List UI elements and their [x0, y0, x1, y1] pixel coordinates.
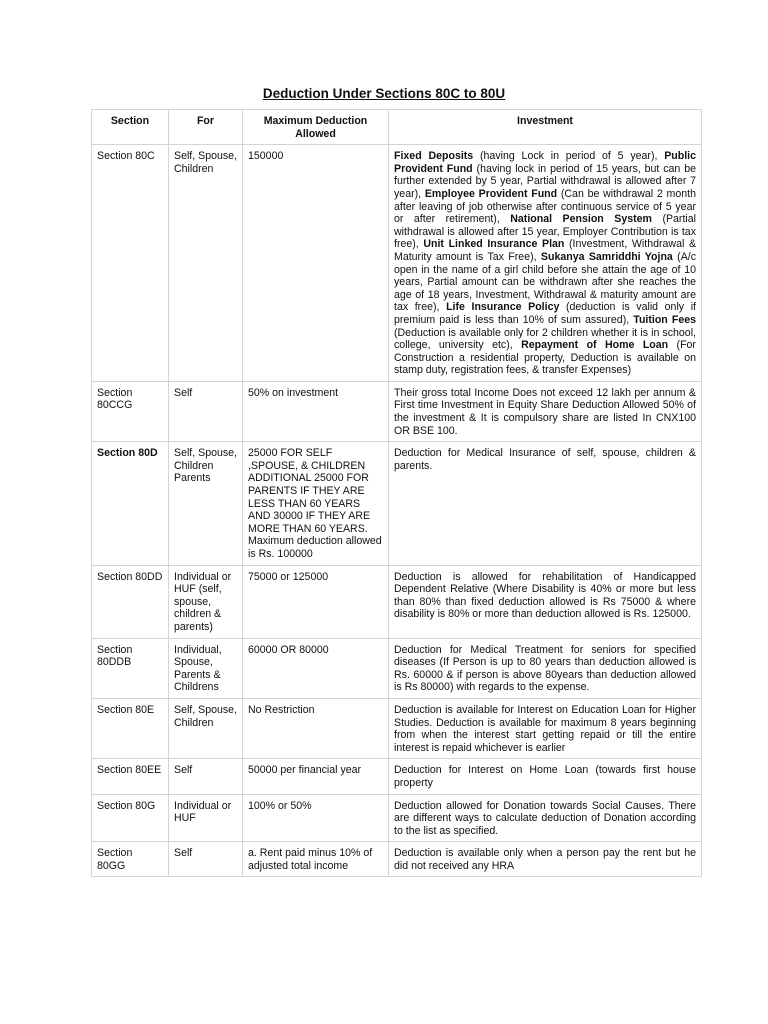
investment-text: (A/c open in the name of a girl child before she attain the age of 10 years, Partial amount can be withdrawn after she reaches the age of 18 years, Investment, Withdrawal & maturity amount are tax free),	[394, 250, 696, 314]
investment-highlight: National Pension System	[510, 213, 652, 226]
cell-section: Section 80DD	[92, 565, 169, 638]
cell-investment	[389, 794, 702, 842]
cell-section: Section 80G	[92, 794, 169, 842]
investment-text: Their gross total Income Does not exceed 12 lakh per annum & First time Investment in Equity Share Deduction Allowed 50% of the investment & It is compulsory share are listed In CNX100 OR BSE 100.	[394, 386, 696, 437]
investment-text: (Investment, Withdrawal & Maturity amount is Tax Free),	[394, 238, 697, 263]
investment-highlight: Unit Linked Insurance Plan	[423, 238, 565, 251]
cell-for: Individual or HUF	[169, 794, 243, 842]
document-title: Deduction Under Sections 80C to 80U	[262, 86, 506, 101]
cell-for: Self, Spouse, Children	[169, 145, 243, 382]
table-header-row	[92, 110, 702, 145]
table-row	[92, 381, 702, 441]
header-section: Section	[92, 110, 169, 145]
cell-max-deduction: 100% or 50%	[243, 794, 389, 842]
investment-highlight: Public Provident Fund	[394, 150, 697, 175]
cell-section: Section 80DDB	[92, 638, 169, 698]
header-max-deduction: Maximum Deduction Allowed	[243, 110, 389, 145]
cell-for: Self, Spouse, Children	[169, 698, 243, 758]
investment-text: Deduction for Interest on Home Loan (towards first house property	[394, 764, 696, 789]
cell-section: Section 80D	[92, 442, 169, 565]
cell-max-deduction: a. Rent paid minus 10% of adjusted total income	[243, 842, 389, 877]
investment-text: Deduction is available for Interest on Education Loan for Higher Studies. Deduction is available for maximum 8 years beginning from when the interest start getting repaid or till the entire interest is repaid whichever is earlier	[394, 703, 696, 754]
cell-max-deduction: 150000	[243, 145, 389, 382]
cell-investment	[389, 381, 702, 441]
cell-investment	[389, 565, 702, 638]
cell-section: Section 80CCG	[92, 381, 169, 441]
investment-text: Deduction for Medical Treatment for seniors for specified diseases (If Person is up to 80 years than deduction allowed is Rs. 60000 & if person is above 80years than deduction allowed is Rs 80000) with regards to the expense.	[394, 643, 696, 694]
investment-text: (For Construction a residential property, Deduction is available on stamp duty, registration fees, & transfer Expenses)	[394, 339, 696, 377]
table-row	[92, 638, 702, 698]
investment-highlight: Employee Provident Fund	[424, 187, 558, 200]
investment-text: Deduction is available only when a person pay the rent but he did not received any HRA	[394, 847, 696, 872]
investment-text: Deduction for Medical Insurance of self, spouse, children & parents.	[394, 447, 696, 472]
investment-highlight: Sukanya Samriddhi Yojna	[540, 250, 673, 263]
investment-highlight: Life Insurance Policy	[446, 301, 560, 314]
cell-for: Individual or HUF (self, spouse, children & parents)	[169, 565, 243, 638]
table-row	[92, 565, 702, 638]
cell-max-deduction: 50000 per financial year	[243, 759, 389, 794]
table-row	[92, 145, 702, 382]
cell-investment	[389, 638, 702, 698]
table-row	[92, 759, 702, 794]
cell-investment	[389, 442, 702, 565]
cell-for: Self	[169, 842, 243, 877]
table-body	[92, 145, 702, 877]
table-row	[92, 698, 702, 758]
cell-max-deduction: 75000 or 125000	[243, 565, 389, 638]
investment-highlight: Fixed Deposits	[394, 150, 474, 163]
cell-section: Section 80E	[92, 698, 169, 758]
header-investment: Investment	[389, 110, 702, 145]
cell-section: Section 80C	[92, 145, 169, 382]
cell-for: Individual, Spouse, Parents & Childrens	[169, 638, 243, 698]
cell-max-deduction: 25000 FOR SELF ,SPOUSE, & CHILDREN ADDITIONAL 25000 FOR PARENTS IF THEY ARE LESS THAN 60 YEARS AND 30000 IF THEY ARE MORE THAN 60 YEARS. Maximum deduction allowed is Rs. 100000	[243, 442, 389, 565]
cell-section: Section 80EE	[92, 759, 169, 794]
table-row	[92, 442, 702, 565]
investment-text: (having lock in period of 15 years, but can be further extended by 5 year, Partial withdrawal is allowed after 7 year),	[394, 162, 696, 200]
investment-text: (Partial withdrawal is allowed after 15 year, Employer Contribution is tax free),	[394, 213, 697, 251]
header-for: For	[169, 110, 243, 145]
table-row	[92, 842, 702, 877]
cell-section: Section 80GG	[92, 842, 169, 877]
cell-investment	[389, 145, 702, 382]
cell-for: Self, Spouse, Children Parents	[169, 442, 243, 565]
cell-max-deduction: 60000 OR 80000	[243, 638, 389, 698]
cell-investment	[389, 842, 702, 877]
investment-text: Deduction allowed for Donation towards Social Causes. There are different ways to calculate deduction of Donation according to the list as specified.	[394, 799, 696, 837]
investment-text: Deduction is allowed for rehabilitation of Handicapped Dependent Relative (Where Disability is 40% or more but less than 80% than fixed deduction allowed is Rs 75000 & where disability is 80% or more than deduction allowed is Rs. 125000.	[394, 570, 696, 621]
investment-text: (Can be withdrawal 2 month after leaving of job otherwise after continuous service of 5 year or after retirement),	[394, 187, 696, 226]
cell-max-deduction: No Restriction	[243, 698, 389, 758]
cell-for: Self	[169, 381, 243, 441]
deductions-table	[91, 109, 702, 877]
table-row	[92, 794, 702, 842]
investment-highlight: Repayment of Home Loan	[521, 339, 669, 352]
investment-text: (deduction is valid only if premium paid is less than 10% of sum assured),	[394, 301, 696, 326]
cell-investment	[389, 698, 702, 758]
investment-text: (Deduction is available only for 2 children whether it is in school, college, university etc),	[394, 326, 696, 352]
cell-max-deduction: 50% on investment	[243, 381, 389, 441]
investment-highlight: Tuition Fees	[633, 313, 697, 326]
cell-for: Self	[169, 759, 243, 794]
cell-investment	[389, 759, 702, 794]
investment-text: (having Lock in period of 5 year),	[473, 150, 665, 163]
